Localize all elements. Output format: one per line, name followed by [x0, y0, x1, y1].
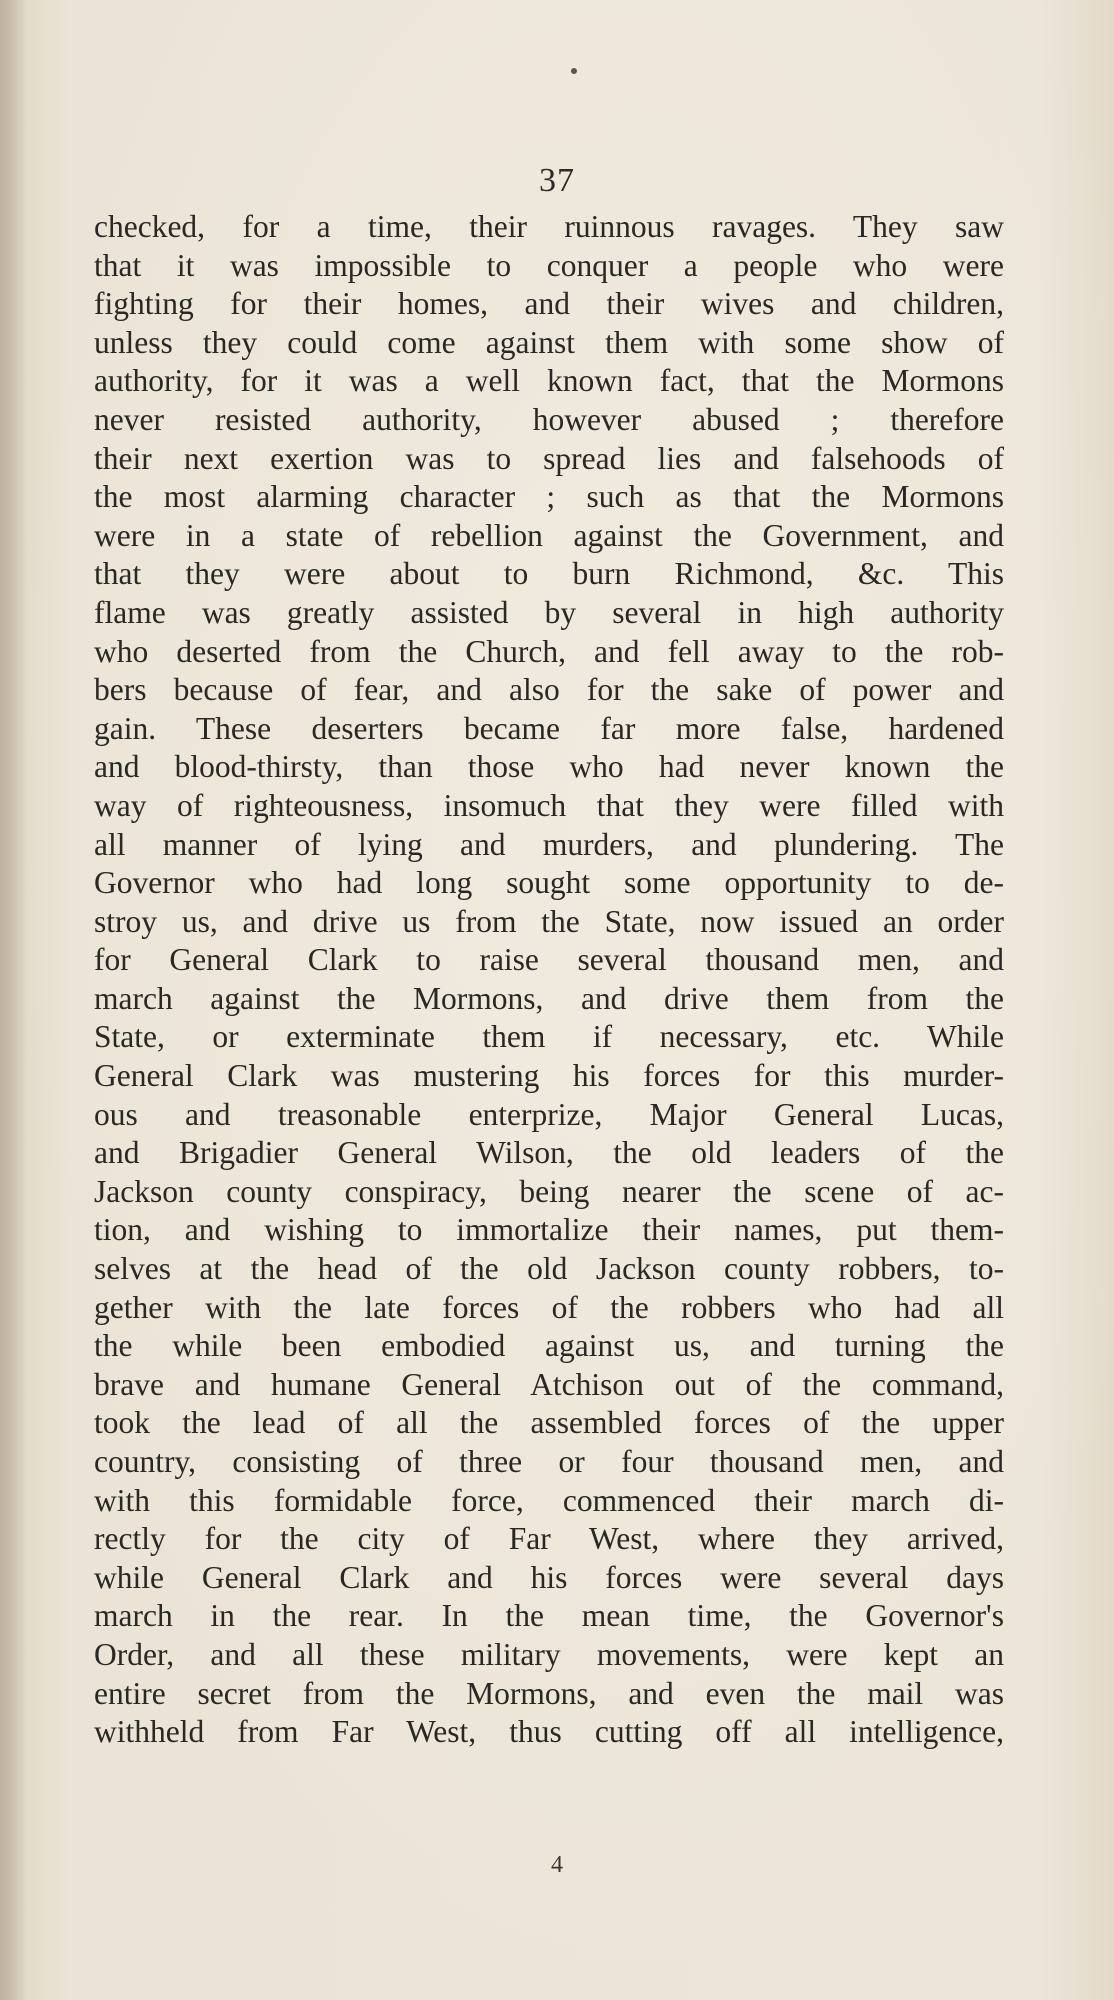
- text-line: march in the rear. In the mean time, the Governor's: [94, 1598, 1004, 1634]
- text-line: and Brigadier General Wilson, the old leaders of the: [94, 1135, 1004, 1171]
- text-line: were in a state of rebellion against the Government, and: [94, 517, 1004, 553]
- text-line: that they were about to burn Richmond, &c. This: [94, 556, 1004, 592]
- text-line: Governor who had long sought some opportunity to de-: [94, 865, 1004, 901]
- text-line: gain. These deserters became far more false, hardened: [94, 710, 1004, 746]
- text-line: entire secret from the Mormons, and even the mail was: [94, 1675, 1004, 1711]
- text-line: stroy us, and drive us from the State, now issued an order: [94, 903, 1004, 939]
- signature-mark: 4: [551, 1852, 563, 1878]
- text-line: while General Clark and his forces were several days: [94, 1559, 1004, 1595]
- text-line: bers because of fear, and also for the sake of power and: [94, 672, 1004, 708]
- page-number: 37: [539, 162, 575, 199]
- text-line: tion, and wishing to immortalize their names, put them-: [94, 1212, 1004, 1248]
- text-line: who deserted from the Church, and fell away to the rob-: [94, 633, 1004, 669]
- text-line: ous and treasonable enterprize, Major General Lucas,: [94, 1096, 1004, 1132]
- text-line: never resisted authority, however abused ; therefore: [94, 401, 1004, 437]
- text-line: the while been embodied against us, and turning the: [94, 1328, 1004, 1364]
- text-line: gether with the late forces of the robbers who had all: [94, 1289, 1004, 1325]
- text-line: march against the Mormons, and drive them from the: [94, 980, 1004, 1016]
- ink-speck: [571, 68, 577, 74]
- text-line: withheld from Far West, thus cutting off all intelligence,: [94, 1714, 1004, 1750]
- text-line: fighting for their homes, and their wives and children,: [94, 286, 1004, 322]
- text-line: State, or exterminate them if necessary, etc. While: [94, 1019, 1004, 1055]
- text-line: Order, and all these military movements, were kept an: [94, 1636, 1004, 1672]
- text-line: for General Clark to raise several thousand men, and: [94, 942, 1004, 978]
- text-line: their next exertion was to spread lies and falsehoods of: [94, 440, 1004, 476]
- text-line: unless they could come against them with some show of: [94, 324, 1004, 360]
- text-line: country, consisting of three or four thousand men, and: [94, 1444, 1004, 1479]
- text-line: all manner of lying and murders, and plundering. The: [94, 826, 1004, 862]
- body-text: [94, 208, 1004, 1752]
- text-line: checked, for a time, their ruinnous ravages. They saw: [94, 209, 1004, 244]
- text-line: Jackson county conspiracy, being nearer the scene of ac-: [94, 1173, 1004, 1209]
- text-line: that it was impossible to conquer a people who were: [94, 247, 1004, 283]
- text-line: General Clark was mustering his forces for this murder-: [94, 1058, 1004, 1094]
- text-line: the most alarming character ; such as that the Mormons: [94, 479, 1004, 515]
- text-line: flame was greatly assisted by several in high authority: [94, 594, 1004, 630]
- text-line: selves at the head of the old Jackson county robbers, to-: [94, 1251, 1004, 1287]
- text-line: rectly for the city of Far West, where they arrived,: [94, 1521, 1004, 1557]
- text-line: authority, for it was a well known fact, that the Mormons: [94, 363, 1004, 399]
- text-line: took the lead of all the assembled forces of the upper: [94, 1405, 1004, 1441]
- text-line: brave and humane General Atchison out of the command,: [94, 1366, 1004, 1402]
- text-line: way of righteousness, insomuch that they were filled with: [94, 787, 1004, 823]
- text-line: and blood-thirsty, than those who had never known the: [94, 749, 1004, 785]
- page-gutter-shadow: [0, 0, 26, 2000]
- text-line: with this formidable force, commenced their march di-: [94, 1482, 1004, 1518]
